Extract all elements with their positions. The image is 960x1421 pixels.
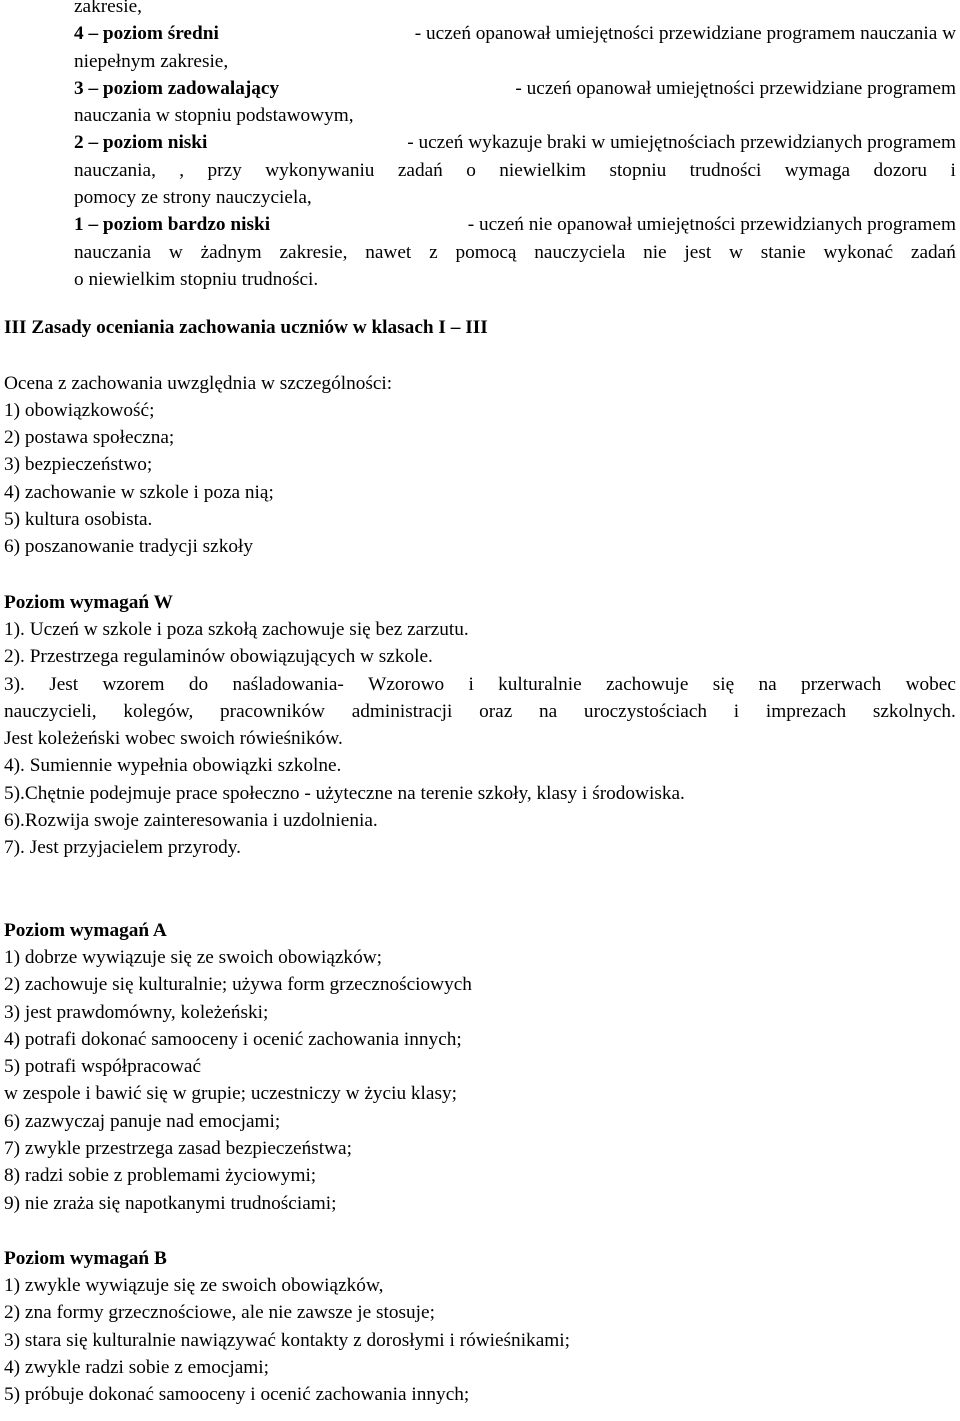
level-w-section [0,589,960,862]
level-item: w zespole i bawić się w grupie; uczestniczy w życiu klasy; [4,1083,457,1105]
word: imprezach [765,700,847,722]
justified-line [74,211,956,238]
level-item: 6).Rozwija swoje zainteresowania i uzdolnienia. [4,810,378,832]
word: , [179,159,185,181]
level-a-section [0,917,960,1217]
level-item: 3) stara się kulturalnie nawiązywać kontakty z dorosłymi i rówieśnikami; [4,1329,570,1351]
grade-level-2 [0,129,960,211]
word: Jest [49,673,79,695]
word: zachowuje [605,673,689,695]
word: na [758,673,777,695]
level-item: 1) dobrze wywiązuje się ze swoich obowiązków; [4,946,382,968]
justified-line [74,157,956,184]
grade-description: - uczeń opanował umiejętności przewidziane programem [510,77,956,99]
level-heading: Poziom wymagań B [4,1247,167,1269]
word: w [168,241,183,263]
level-item: 4) potrafi dokonać samooceny i ocenić zachowania innych; [4,1028,462,1050]
word: nie [643,241,667,263]
spacer [0,1217,960,1245]
level-item [4,671,956,698]
text-line: nauczania w stopniu podstawowym, [74,105,354,127]
criteria-item: 6) poszanowanie tradycji szkoły [4,536,253,558]
grade-label: 4 – poziom średni [74,23,219,45]
level-item: 8) radzi sobie z problemami życiowymi; [4,1165,317,1187]
criteria-intro: Ocena z zachowania uwzględnia w szczególności: [4,372,393,394]
word: pomocą [455,241,517,263]
grade-description: - uczeń opanował umiejętności przewidziane programem nauczania w [409,23,956,45]
word: z [429,241,438,263]
criteria-item: 5) kultura osobista. [4,509,153,531]
word: zadań [397,159,443,181]
level-item: 5).Chętnie podejmuje prace społeczno - użyteczne na terenie szkoły, klasy i środowiska. [4,782,685,804]
level-item: 5) potrafi współpracować [4,1056,202,1078]
text-line: zakresie, [74,0,142,17]
section-title: III Zasady oceniania zachowania uczniów w klasach I – III [4,317,488,339]
justified-line [74,129,956,156]
section-3 [0,314,960,560]
word: Wzorowo [368,673,445,695]
word: kulturalnie [498,673,582,695]
word: się [712,673,735,695]
word: trudności [689,159,762,181]
word: wzorem [102,673,165,695]
word: i [733,700,740,722]
word: niewielkim [499,159,587,181]
level-b-section [0,1245,960,1409]
word: i [950,159,956,181]
grading-scale-section [0,0,960,293]
spacer [0,862,960,917]
spacer [0,561,960,589]
justified-line [74,239,956,266]
grade-level-4 [0,20,960,75]
criteria-item: 3) bezpieczeństwo; [4,454,153,476]
word: nauczycieli, [4,700,97,722]
word: wymaga [784,159,851,181]
level-heading: Poziom wymagań W [4,591,173,613]
justified-line [74,75,956,102]
level-item: Jest koleżeński wobec swoich rówieśników. [4,728,343,750]
spacer [0,293,960,314]
grade-label: 1 – poziom bardzo niski [74,214,271,236]
word: do [188,673,209,695]
word: zadań [910,241,956,263]
level-item: 7). Jest przyjacielem przyrody. [4,837,241,859]
level-item: 7) zwykle przestrzega zasad bezpieczeństwa; [4,1137,352,1159]
word: kolegów, [123,700,194,722]
level-heading: Poziom wymagań A [4,919,167,941]
grade-level-3 [0,75,960,130]
text-line: niepełnym zakresie, [74,50,229,72]
word: stanie [760,241,806,263]
word: administracji [351,700,453,722]
level-item: 2) zna formy grzecznościowe, ale nie zawsze je stosuje; [4,1302,435,1324]
level-item: 2) zachowuje się kulturalnie; używa form grzecznościowych [4,974,472,996]
text-line: pomocy ze strony nauczyciela, [74,187,312,209]
word: oraz [479,700,513,722]
spacer [0,342,960,370]
word: jest [684,241,712,263]
grade-label: 3 – poziom zadowalający [74,77,280,99]
level-item [4,698,956,725]
word: na [539,700,558,722]
criteria-item: 2) postawa społeczna; [4,427,175,449]
word: zakresie, [279,241,348,263]
word: naśladowania- [232,673,344,695]
word: nauczania, [74,159,156,181]
word: pracowników [220,700,325,722]
word: nauczyciela [534,241,626,263]
level-item: 5) próbuje dokonać samooceny i ocenić zachowania innych; [4,1384,470,1406]
level-item: 4) zwykle radzi sobie z emocjami; [4,1357,270,1379]
word: żadnym [200,241,262,263]
word: 3). [4,673,25,695]
word: stopniu [609,159,667,181]
word: wykonywaniu [265,159,375,181]
grade-description: - uczeń nie opanował umiejętności przewidzianych programem [462,214,956,236]
word: w [729,241,743,263]
criteria-item: 1) obowiązkowość; [4,399,155,421]
grade-label: 2 – poziom niski [74,132,208,154]
word: dozoru [873,159,928,181]
word: wobec [905,673,956,695]
level-item: 6) zazwyczaj panuje nad emocjami; [4,1110,281,1132]
level-item: 3) jest prawdomówny, koleżeński; [4,1001,269,1023]
justified-line [74,20,956,47]
level-item: 4). Sumiennie wypełnia obowiązki szkolne. [4,755,342,777]
grade-description: - uczeń wykazuje braki w umiejętnościach przewidzianych programem [402,132,956,154]
word: uroczystościach [583,700,708,722]
level-item: 1). Uczeń w szkole i poza szkołą zachowuje się bez zarzutu. [4,618,469,640]
level-item: 9) nie zraża się napotkanymi trudnościami; [4,1192,337,1214]
level-item: 1) zwykle wywiązuje się ze swoich obowiązków, [4,1275,384,1297]
word: szkolnych. [872,700,956,722]
word: nawet [365,241,412,263]
text-line: o niewielkim stopniu trudności. [74,268,319,290]
criteria-item: 4) zachowanie w szkole i poza nią; [4,481,274,503]
level-item: 2). Przestrzega regulaminów obowiązujących w szkole. [4,646,433,668]
word: nauczania [74,241,152,263]
word: przerwach [800,673,882,695]
word: i [468,673,474,695]
word: przy [207,159,242,181]
word: o [466,159,476,181]
word: wykonać [823,241,894,263]
grade-level-1 [0,211,960,293]
